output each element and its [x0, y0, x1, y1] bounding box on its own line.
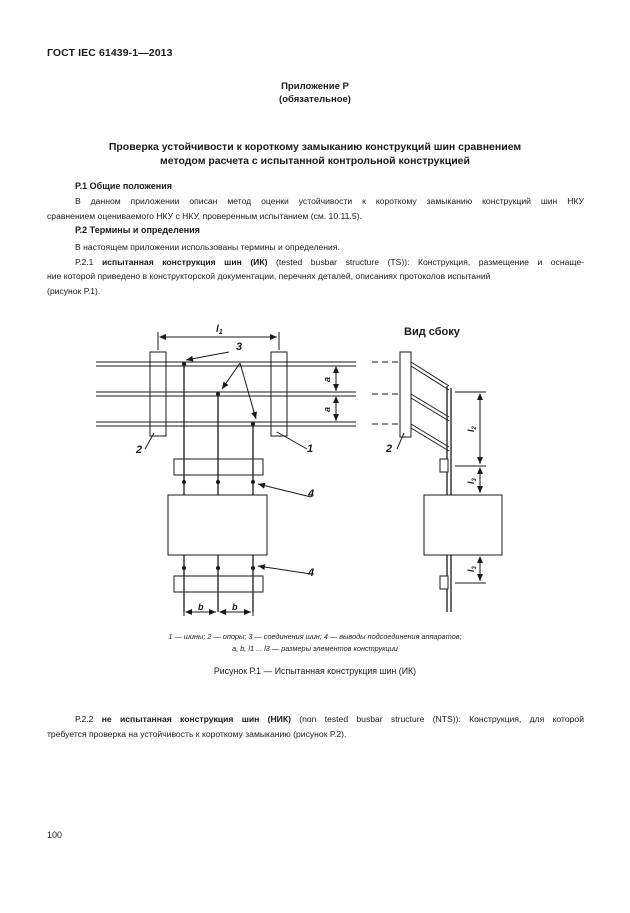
p22-term: не испытанная конструкция шин (НИК): [101, 714, 291, 724]
label-l1: $l_1$: [216, 324, 223, 336]
p22-line1: [47, 712, 584, 727]
label-b2: b: [232, 602, 238, 612]
section1-heading: Р.1 Общие положения: [75, 181, 173, 191]
section1-line1: В данном приложении описан метод оценки устойчивости к короткому замыканию конструкций шин НКУ: [75, 196, 584, 206]
p21-term: испытанная конструкция шин (ИК): [101, 256, 268, 267]
main-title-line1: Проверка устойчивости к короткому замыканию конструкций шин сравнением: [108, 141, 522, 153]
busbars: [96, 362, 356, 426]
figure-legend: [60, 631, 570, 655]
label-a1: a: [322, 376, 332, 382]
legend-line2: a, b, l1 ... l3 — размеры элементов конструкции: [232, 644, 398, 653]
label-b1: b: [198, 602, 204, 612]
label-1: 1: [307, 443, 314, 455]
side-view-title: Вид сбоку: [404, 326, 460, 338]
side-view: [372, 352, 502, 612]
label-4-lower: 4: [308, 567, 315, 579]
label-4-upper: 4: [308, 488, 315, 500]
support-left: [150, 352, 166, 436]
label-l2: $l_2$: [466, 426, 478, 432]
document-header: ГОСТ IEC 61439-1—2013: [47, 47, 173, 59]
p22-number: Р.2.2: [75, 714, 94, 724]
label-2: 2: [136, 444, 143, 456]
support-right: [271, 352, 287, 436]
label-a2: a: [322, 406, 332, 412]
section1-line2: сравнением оцениваемого НКУ с НКУ, проверенным испытанием (см. 10.11.5).: [47, 210, 362, 221]
appendix-status: (обязательное): [279, 94, 351, 105]
apparatus-box: [168, 495, 267, 555]
legend-line1: 1 — шины; 2 — опоры; 3 — соединения шин; 4 — выводы подсоединения аппаратов;: [168, 632, 462, 641]
p21-line1-rest: (tested busbar structure (TS)): Конструкция, размещение и оснаще-: [275, 256, 584, 267]
p21-line3: (рисунок Р.1).: [47, 285, 101, 296]
page-number: 100: [47, 830, 63, 840]
appendix-title: Приложение Р: [281, 81, 349, 92]
label-2-side: 2: [386, 443, 393, 455]
label-3: 3: [236, 341, 243, 353]
p21-line2: ние которой приведено в конструкторской документации, перечнях деталей, описаниях протоколов испытаний: [47, 271, 491, 281]
p22-paragraph: [47, 712, 584, 741]
section2-heading: Р.2 Термины и определения: [75, 225, 200, 235]
figure-caption: Рисунок Р.1 — Испытанная конструкция шин (ИК): [213, 666, 417, 676]
p22-line2: требуется проверка на устойчивость к короткому замыканию (рисунок Р.2).: [47, 728, 347, 739]
main-title-line2: методом расчета с испытанной контрольной конструкцией: [160, 155, 470, 167]
p22-line1-rest: (non tested busbar structure (NTS)): Конструкция, для которой: [299, 714, 584, 724]
label-l3-lower: $l_3$: [466, 566, 478, 572]
label-l3-upper: $l_3$: [466, 478, 478, 484]
busbar-connections: [184, 362, 253, 612]
section2-intro: В настоящем приложении использованы термины и определения.: [75, 242, 340, 252]
p21-number: Р.2.1: [75, 256, 94, 267]
